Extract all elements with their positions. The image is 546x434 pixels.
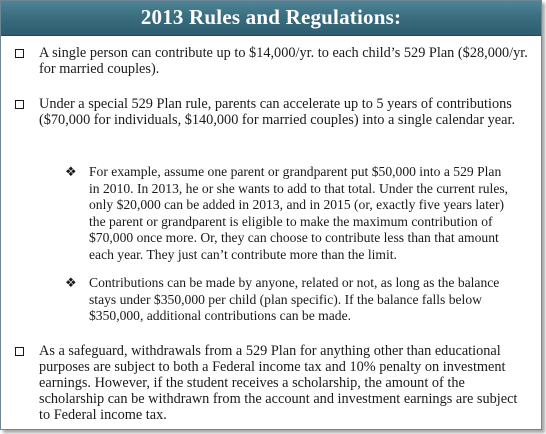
page-title: 2013 Rules and Regulations:: [140, 5, 402, 29]
checkbox-icon: [15, 347, 24, 356]
diamond-icon: ❖: [65, 275, 77, 290]
checkbox-icon: [15, 100, 24, 109]
sub-bullet-text: For example, assume one parent or grandparent put $50,000 into a 529 Plan in 2010. In 2013, he or she wants to add to that total. Under the current rules, only $20,000 can be added in 2013, and in 2015 (or, exactly five years later) the parent or grandparent is eligible to make the maximum contribution of $70,000 once more. Or, they can choose to contribute less than that amount each year. They just can’t contribute more than the limit.: [89, 164, 509, 262]
bullet-text: As a safeguard, withdrawals from a 529 Plan for anything other than educational purposes are subject to both a Federal income tax and 10% penalty on investment earnings. However, if the student receives a scholarship, the amount of the scholarship can be withdrawn from the account and investment earnings are subject to Federal income tax.: [39, 343, 518, 423]
bullet-text: A single person can contribute up to $14,000/yr. to each child’s 529 Plan ($28,000/yr. for married couples).: [39, 45, 528, 77]
bullet-text: Under a special 529 Plan rule, parents can accelerate up to 5 years of contributions ($70,000 for individuals, $140,000 for married couples) into a single calendar year.: [39, 96, 516, 128]
checkbox-icon: [15, 49, 24, 58]
sub-bullet-text: Contributions can be made by anyone, related or not, as long as the balance stays under $350,000 per child (plan specific). If the balance falls below $350,000, additional contributions can be made.: [89, 275, 500, 323]
panel-header: [1, 1, 541, 36]
diamond-icon: ❖: [65, 164, 77, 179]
